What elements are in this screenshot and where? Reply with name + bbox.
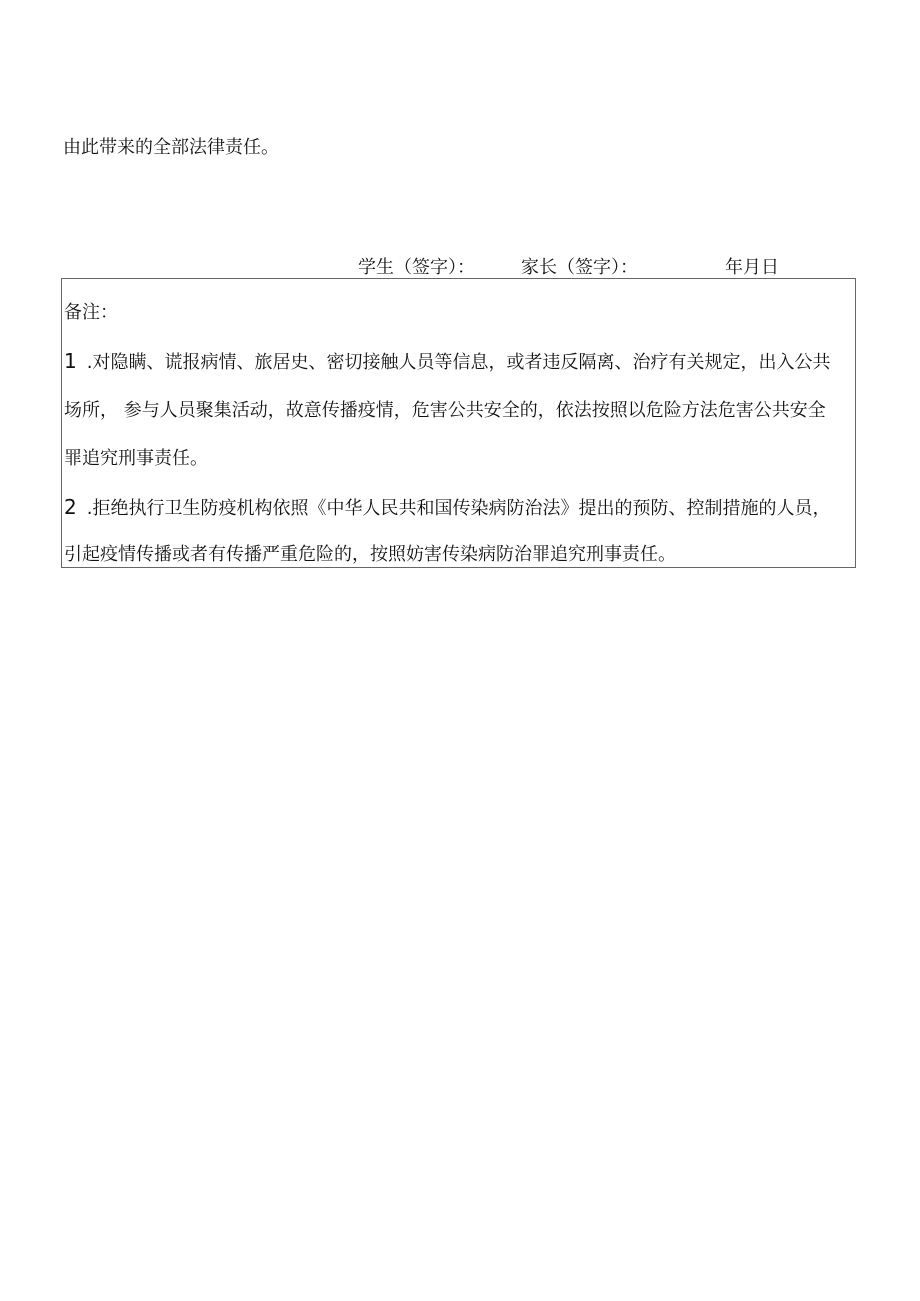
notes-box <box>61 278 856 568</box>
note-1-number: 1 <box>64 349 77 373</box>
note-1-line-1 <box>64 349 830 375</box>
note-1-text-1: .对隐瞒、谎报病情、旅居史、密切接触人员等信息，或者违反隔离、治疗有关规定，出入公共 <box>86 352 831 373</box>
note-2-text-1: .拒绝执行卫生防疫机构依照《中华人民共和国传染病防治法》提出的预防、控制措施的人员， <box>86 498 831 519</box>
note-1-line-3: 罪追究刑事责任。 <box>64 448 208 469</box>
note-2-line-2: 引起疫情传播或者有传播严重危险的，按照妨害传染病防治罪追究刑事责任。 <box>64 544 676 565</box>
note-2-line-1 <box>64 495 830 521</box>
note-2-number: 2 <box>64 495 77 519</box>
student-signature-label: 学生（签字）： <box>358 257 475 278</box>
signature-row <box>0 256 920 280</box>
date-label: 年月日 <box>725 257 779 278</box>
intro-text: 由此带来的全部法律责任。 <box>63 137 279 158</box>
parent-signature-label: 家长（签字）： <box>521 257 638 278</box>
note-1-line-2: 场所， 参与人员聚集活动，故意传播疫情，危害公共安全的，依法按照以危险方法危害公共安全 <box>64 400 826 421</box>
notes-heading: 备注： <box>64 302 118 323</box>
